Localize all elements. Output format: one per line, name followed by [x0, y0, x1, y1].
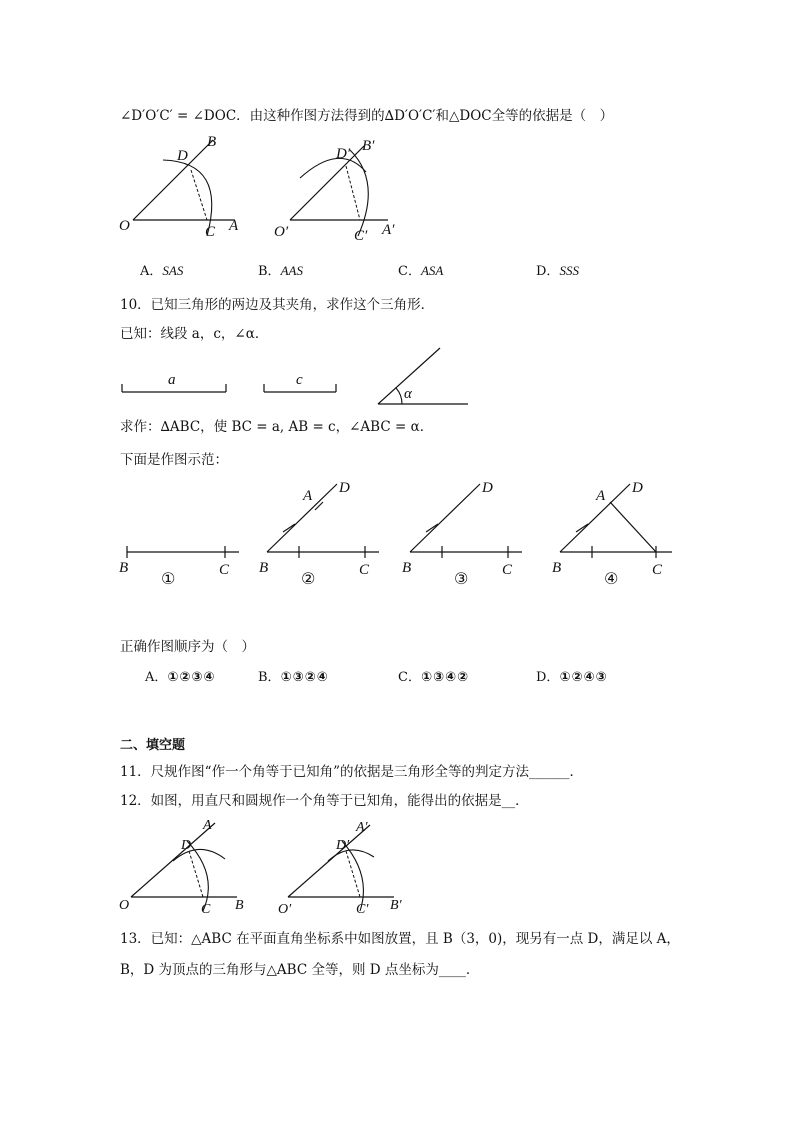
step1-label-b: B [119, 560, 129, 576]
step2-label-b: B [259, 560, 269, 576]
q10-choice-c[interactable] [398, 666, 469, 685]
choice-text: ①②③④ [167, 670, 216, 685]
q12-fig1-label-o: O [119, 898, 130, 913]
q10-step-2 [255, 480, 385, 590]
q12-fig2-label-b: B′ [390, 898, 402, 913]
segment-c-label: c [296, 372, 303, 388]
choice-letter: D． [536, 670, 560, 685]
step4-number: ④ [604, 569, 619, 588]
q9-figure-1 [115, 132, 255, 242]
step3-number: ③ [454, 569, 469, 588]
q9-fig2-label-o: O′ [274, 224, 289, 240]
step1-number: ① [161, 569, 176, 588]
choice-text: SAS [162, 263, 184, 278]
step2-label-c: C [359, 562, 370, 578]
q10-given: 已知：线段 a，c，∠α． [120, 326, 269, 342]
choice-letter: C． [398, 264, 421, 279]
step3-label-b: B [402, 560, 412, 576]
q12-fig2-label-d: D′ [336, 838, 350, 853]
q9-fig1-label-o: O [119, 218, 130, 234]
q9-choice-a[interactable] [140, 260, 183, 279]
choice-text: AAS [280, 263, 303, 278]
segment-a-label: a [168, 372, 176, 388]
step2-label-a: A [303, 488, 313, 504]
q9-fig1-label-d: D [177, 148, 188, 164]
q10-task: 求作：∆ABC，使 BC = a, AB = c，∠ABC = α． [120, 419, 434, 435]
step4-label-b: B [552, 560, 562, 576]
q10-choice-d[interactable] [536, 666, 607, 685]
q12-fig2-label-c: C′ [356, 902, 369, 917]
q10-stem: 10．已知三角形的两边及其夹角，求作这个三角形． [120, 297, 435, 313]
q9-choice-d[interactable] [536, 260, 579, 279]
choice-text: ①③④② [420, 670, 469, 685]
step3-label-c: C [502, 562, 513, 578]
q9-figure-2 [270, 132, 410, 242]
q9-fig2-label-c: C′ [354, 228, 368, 244]
q10-choice-b[interactable] [258, 666, 329, 685]
step4-label-c: C [652, 562, 663, 578]
q12-figure-1 [115, 815, 255, 915]
choice-letter: A． [145, 670, 168, 685]
choice-letter: B． [258, 670, 281, 685]
q10-choice-a[interactable] [145, 666, 215, 685]
step2-label-d: D [339, 480, 350, 496]
q12-fig1-label-a: A [203, 818, 212, 833]
choice-letter: C． [398, 670, 421, 685]
q9-stem: ∠D′O′C′ = ∠DOC．由这种作图方法得到的∆D′O′C′和△DOC全等的依据是（ ） [120, 108, 614, 124]
choice-text: SSS [559, 263, 579, 278]
q9-fig1-label-c: C [205, 224, 216, 240]
q10-given-figures [118, 346, 478, 408]
q10-step-3 [398, 480, 528, 590]
choice-letter: A． [140, 264, 163, 279]
step3-label-d: D [482, 480, 493, 496]
angle-alpha-label: α [404, 386, 412, 402]
section-heading: 二、填空题 [120, 738, 186, 753]
step1-label-c: C [219, 562, 230, 578]
step4-label-d: D [632, 480, 643, 496]
choice-letter: D． [536, 264, 560, 279]
q12-figure-2 [276, 815, 416, 915]
q12-fig1-label-d: D [181, 838, 192, 853]
q13-text-line-2: B，D 为顶点的三角形与△ABC 全等，则 D 点坐标为____． [120, 962, 480, 978]
choice-text: ①③②④ [280, 670, 329, 685]
q12-fig1-label-b: B [235, 898, 244, 913]
q12-fig2-label-o: O′ [278, 902, 292, 917]
q12-text: 12．如图，用直尺和圆规作一个角等于已知角，能得出的依据是__． [120, 793, 529, 809]
q9-fig1-label-a: A [229, 218, 239, 234]
q9-choice-b[interactable] [258, 260, 303, 279]
q10-step-1 [115, 480, 245, 590]
choice-text: ①②④③ [559, 670, 608, 685]
q12-fig2-label-a: A′ [356, 820, 368, 835]
q9-fig2-label-d: D′ [336, 146, 351, 162]
choice-text: ASA [420, 263, 444, 278]
step2-number: ② [301, 569, 316, 588]
q9-choice-c[interactable] [398, 260, 443, 279]
step4-label-a: A [596, 488, 606, 504]
q11-text: 11．尺规作图“作一个角等于已知角”的依据是三角形全等的判定方法______． [120, 764, 583, 780]
q9-fig2-label-a: A′ [382, 222, 395, 238]
q12-fig1-label-c: C [201, 902, 211, 917]
q10-order-question: 正确作图顺序为（ ） [120, 639, 255, 655]
choice-letter: B． [258, 264, 281, 279]
q13-text-line-1: 13．已知：△ABC 在平面直角坐标系中如图放置，且 B（3，0)，现另有一点 D，满足以 A， [120, 931, 680, 947]
q9-fig2-label-b: B′ [362, 138, 375, 154]
q10-demo-label: 下面是作图示范： [120, 452, 228, 468]
q10-step-4 [548, 480, 678, 590]
q9-fig1-label-b: B [207, 134, 217, 150]
